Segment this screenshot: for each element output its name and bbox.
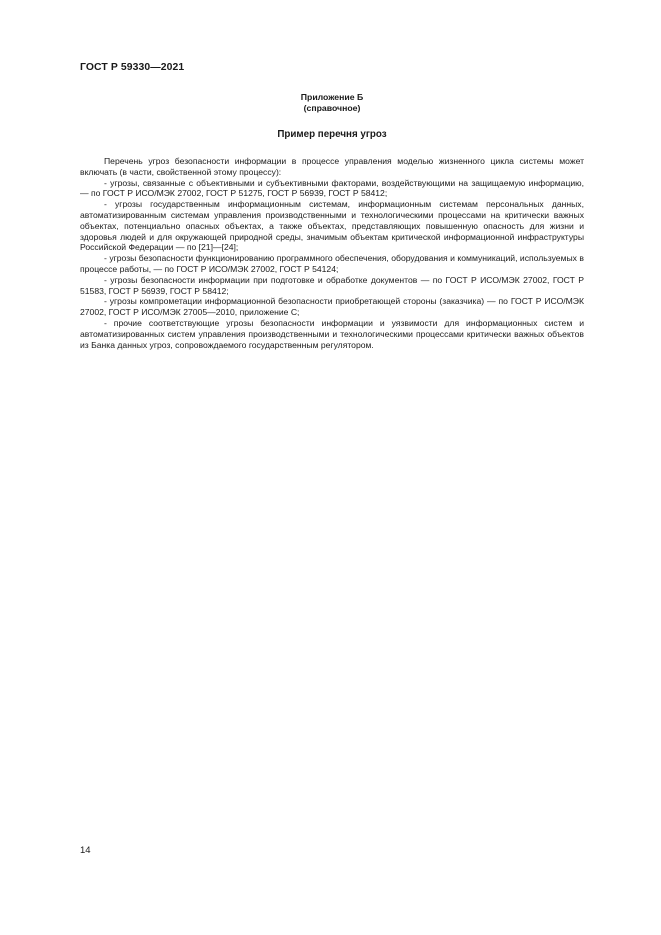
- section-title: Пример перечня угроз: [277, 129, 387, 140]
- list-item: - прочие соответствующие угрозы безопасности информации и уязвимости для информационных систем и автоматизированных систем управления производственными и технологическими процессами критически важных объектов из Банка данных угроз, сопровождаемого государственным регулятором.: [80, 317, 584, 350]
- list-item: - угрозы государственным информационным системам, информационным системам персональных данных, автоматизированным системам управления производственными и технологическими процессами на критически важных объектах, потенциально опасных объектах, а также объектах, представляющих повышенную опасность для жизни и здоровья людей и для окружающей природной среды, значимым объектам критической информационной инфраструктуры Российской Федерации — по [21]—[24];: [80, 199, 584, 253]
- annex-title: Приложение Б: [300, 92, 364, 102]
- body-text: [80, 156, 584, 350]
- document-code: ГОСТ Р 59330—2021: [80, 62, 185, 73]
- page-number: 14: [80, 845, 91, 856]
- list-item: - угрозы безопасности функционированию программного обеспечения, оборудования и коммуникаций, используемых в процессе работы, — по ГОСТ Р ИСО/МЭК 27002, ГОСТ Р 54124;: [80, 253, 584, 274]
- intro-paragraph: Перечень угроз безопасности информации в процессе управления моделью жизненного цикла системы может включать (в части, свойственной этому процессу):: [80, 156, 584, 177]
- list-item: - угрозы компрометации информационной безопасности приобретающей стороны (заказчика) — по ГОСТ Р ИСО/МЭК 27002, ГОСТ Р ИСО/МЭК 27005—2010, приложение С;: [80, 296, 584, 318]
- annex-subtitle: (справочное): [303, 103, 361, 113]
- annex-heading: [80, 92, 584, 114]
- list-item: - угрозы, связанные с объективными и субъективными факторами, воздействующими на защищаемую информацию, — по ГОСТ Р ИСО/МЭК 27002, ГОСТ Р 51275, ГОСТ Р 56939, ГОСТ Р 58412;: [80, 177, 584, 199]
- list-item: - угрозы безопасности информации при подготовке и обработке документов — по ГОСТ Р ИСО/МЭК 27002, ГОСТ Р 51583, ГОСТ Р 56939, ГОСТ Р 58412;: [80, 274, 584, 296]
